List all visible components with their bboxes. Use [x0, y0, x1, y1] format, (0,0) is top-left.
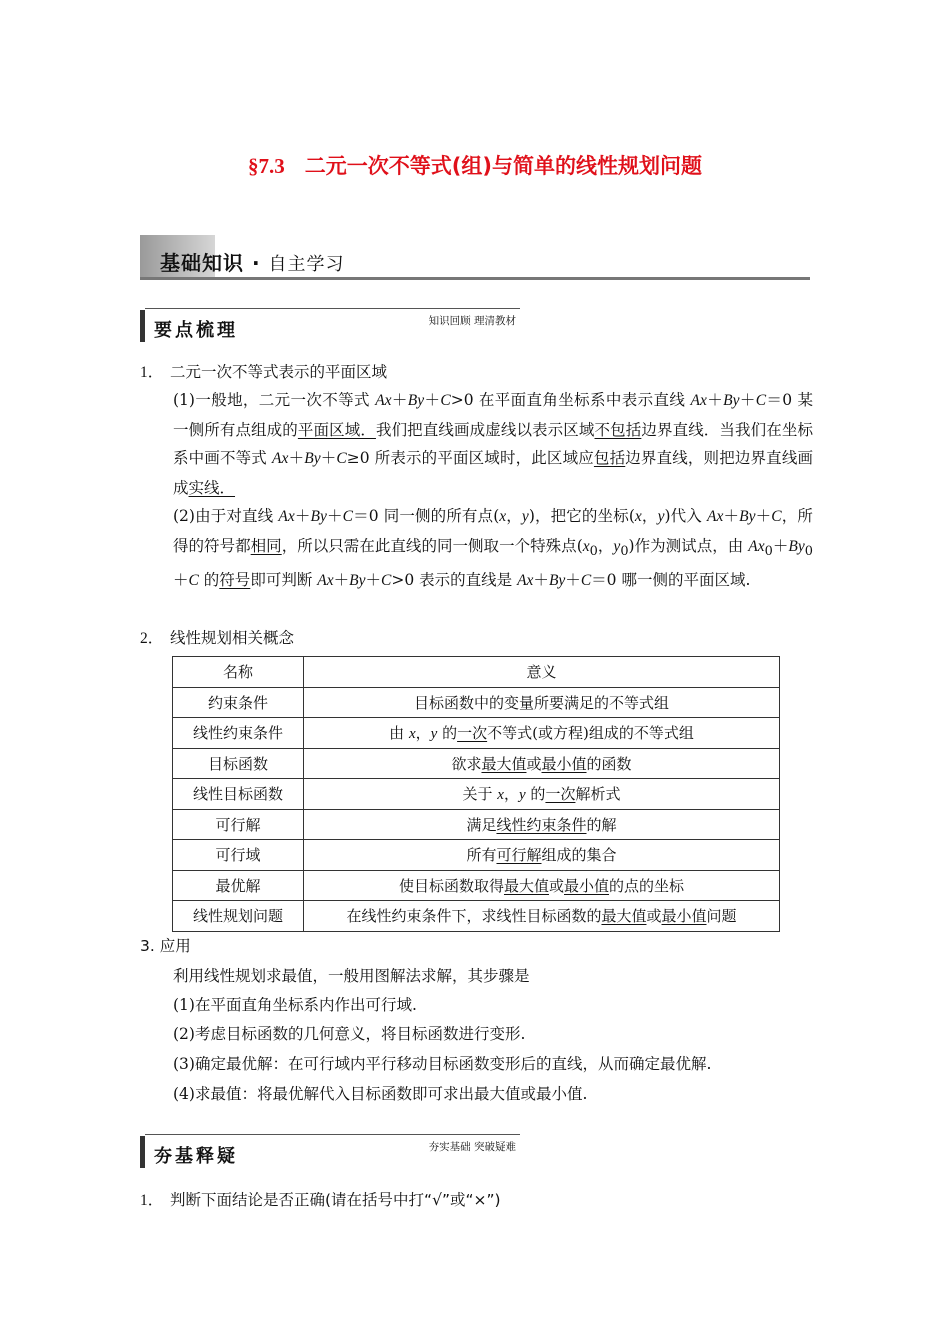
table-header-row: 名称 意义 — [173, 657, 780, 688]
paragraph-2: (2)由于对直线 Ax＋By＋C＝0 同一侧的所有点(x，y)，把它的坐标(x，y)代入 Ax＋By＋C，所得的符号都相同，所以只需在此直线的同一侧取一个特殊点($x_0$，$y_0$)作为测试点，由 $Ax_0+By_0+C$ 的符号即可判断 Ax＋By＋C>0 表示的直线是 Ax＋By＋C＝0 哪一侧的平面区域. — [173, 507, 813, 590]
item-heading-3: 3. 应用 — [140, 937, 191, 955]
apply-intro: 利用线性规划求最值，一般用图解法求解，其步骤是 — [173, 967, 530, 985]
item-heading-1: 1． 二元一次不等式表示的平面区域 — [140, 363, 388, 381]
table-row: 线性规划问题 在线性约束条件下，求线性目标函数的最大值或最小值问题 — [173, 901, 780, 932]
chapter-banner — [140, 235, 810, 280]
section-label: 夯基释疑 — [154, 1146, 238, 1167]
section-tag: 知识回顾 理清教材 — [428, 315, 516, 327]
section-header-2 — [140, 1134, 520, 1168]
apply-step: (1)在平面直角坐标系内作出可行域. — [173, 996, 417, 1014]
section-header-1 — [140, 308, 520, 342]
section-number: §7.3 — [248, 154, 285, 178]
section-label: 要点梳理 — [154, 320, 238, 341]
table-row: 目标函数 欲求最大值或最小值的函数 — [173, 748, 780, 779]
apply-step: (3)确定最优解：在可行域内平行移动目标函数变形后的直线，从而确定最优解. — [173, 1055, 712, 1073]
table-row: 最优解 使目标函数取得最大值或最小值的点的坐标 — [173, 870, 780, 901]
question-1: 1． 判断下面结论是否正确(请在括号中打“√”或“×”) — [140, 1191, 501, 1209]
section-title-text: 二元一次不等式(组)与简单的线性规划问题 — [304, 154, 702, 178]
table-row: 线性约束条件 由 x，y 的一次不等式(或方程)组成的不等式组 — [173, 718, 780, 749]
apply-step: (4)求最值：将最优解代入目标函数即可求出最大值或最小值. — [173, 1085, 588, 1103]
banner-sub: 自主学习 — [268, 254, 345, 275]
table-row: 可行域 所有可行解组成的集合 — [173, 840, 780, 871]
apply-step: (2)考虑目标函数的几何意义，将目标函数进行变形. — [173, 1025, 526, 1043]
banner-dot: · — [251, 251, 261, 275]
section-tag: 夯实基础 突破疑难 — [428, 1141, 516, 1153]
page-title — [0, 150, 950, 180]
item-heading-2: 2． 线性规划相关概念 — [140, 629, 295, 647]
table-row: 线性目标函数 关于 x，y 的一次解析式 — [173, 779, 780, 810]
paragraph-1: (1)一般地，二元一次不等式 Ax＋By＋C>0 在平面直角坐标系中表示直线 Ax＋By＋C＝0 某一侧所有点组成的平面区域．我们把直线画成虚线以表示区域不包括边界直线．当我们在坐标系中画不等式 Ax＋By＋C≥0 所表示的平面区域时，此区域应包括边界直线，则把边界直线画成实线． — [173, 391, 813, 497]
concepts-table — [172, 656, 780, 932]
table-row: 约束条件 目标函数中的变量所要满足的不等式组 — [173, 687, 780, 718]
banner-main: 基础知识 — [160, 251, 244, 275]
table-row: 可行解 满足线性约束条件的解 — [173, 809, 780, 840]
